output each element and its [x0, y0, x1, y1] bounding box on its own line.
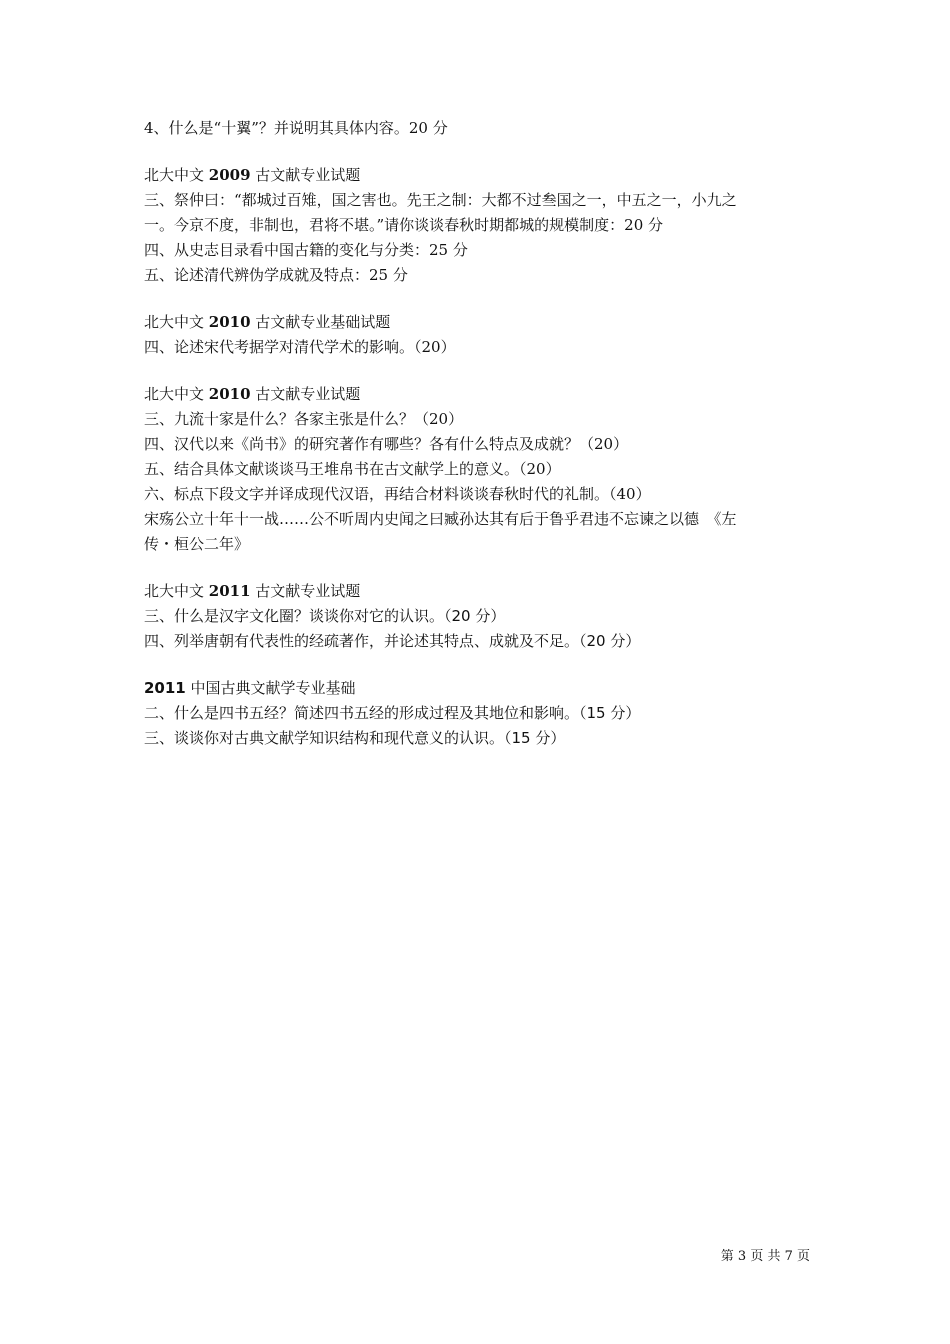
question-line: 五、结合具体文献谈谈马王堆帛书在古文献学上的意义。（20） — [144, 460, 561, 478]
section-heading — [144, 676, 809, 701]
question-line: 六、标点下段文字并译成现代汉语，再结合材料谈谈春秋时代的礼制。（40） — [144, 485, 651, 503]
section-shiyi — [144, 116, 809, 141]
heading-year: 2009 — [208, 166, 251, 184]
question-line: 四、从史志目录看中国古籍的变化与分类：25 分 — [144, 241, 468, 259]
question-line: 一。今京不度，非制也，君将不堪。”请你谈谈春秋时期都城的规模制度：20 分 — [144, 216, 664, 234]
heading-prefix: 北大中文 — [144, 385, 209, 403]
question-line: 三、九流十家是什么？各家主张是什么？（20） — [144, 410, 464, 428]
heading-year: 2010 — [208, 313, 251, 331]
heading-suffix: 古文献专业试题 — [250, 166, 361, 184]
section-pku-2010-exam — [144, 382, 809, 557]
question-line: 五、论述清代辨伪学成就及特点：25 分 — [144, 266, 408, 284]
question-line: 四、论述宋代考据学对清代学术的影响。（20） — [144, 338, 456, 356]
section-heading — [144, 579, 809, 604]
question-line: 4、什么是“十翼”？并说明其具体内容。20 分 — [144, 119, 448, 137]
heading-prefix: 北大中文 — [144, 313, 209, 331]
heading-suffix: 中国古典文献学专业基础 — [185, 679, 356, 697]
quoted-passage-line: 宋殇公立十年十一战……公不听周内史闻之曰臧孙达其有后于鲁乎君违不忘谏之以德 《左 — [144, 510, 737, 528]
section-heading — [144, 310, 809, 335]
heading-suffix: 古文献专业试题 — [250, 385, 361, 403]
heading-year: 2010 — [208, 385, 251, 403]
section-pku-2011-exam — [144, 579, 809, 654]
heading-suffix: 古文献专业基础试题 — [250, 313, 391, 331]
question-line: 三、谈谈你对古典文献学知识结构和现代意义的认识。（15 分） — [144, 729, 566, 747]
page-number-footer: 第 3 页 共 7 页 — [720, 1249, 810, 1264]
question-line: 四、列举唐朝有代表性的经疏著作，并论述其特点、成就及不足。（20 分） — [144, 632, 641, 650]
question-line: 四、汉代以来《尚书》的研究著作有哪些？各有什么特点及成就？（20） — [144, 435, 629, 453]
heading-suffix: 古文献专业试题 — [250, 582, 361, 600]
quoted-passage-line: 传・桓公二年》 — [144, 535, 250, 553]
question-line: 二、什么是四书五经？简述四书五经的形成过程及其地位和影响。（15 分） — [144, 704, 641, 722]
section-pku-2009-exam — [144, 163, 809, 288]
document-body — [144, 116, 809, 773]
section-pku-2010-basic — [144, 310, 809, 360]
heading-prefix: 北大中文 — [144, 166, 209, 184]
section-heading — [144, 163, 809, 188]
section-2011-classical-philology — [144, 676, 809, 751]
question-line: 三、祭仲曰：“都城过百雉，国之害也。先王之制：大都不过叁国之一，中五之一，小九之 — [144, 191, 737, 209]
heading-year: 2011 — [208, 582, 251, 600]
question-line: 三、什么是汉字文化圈？谈谈你对它的认识。（20 分） — [144, 607, 506, 625]
heading-year: 2011 — [144, 679, 186, 697]
section-heading — [144, 382, 809, 407]
heading-prefix: 北大中文 — [144, 582, 209, 600]
